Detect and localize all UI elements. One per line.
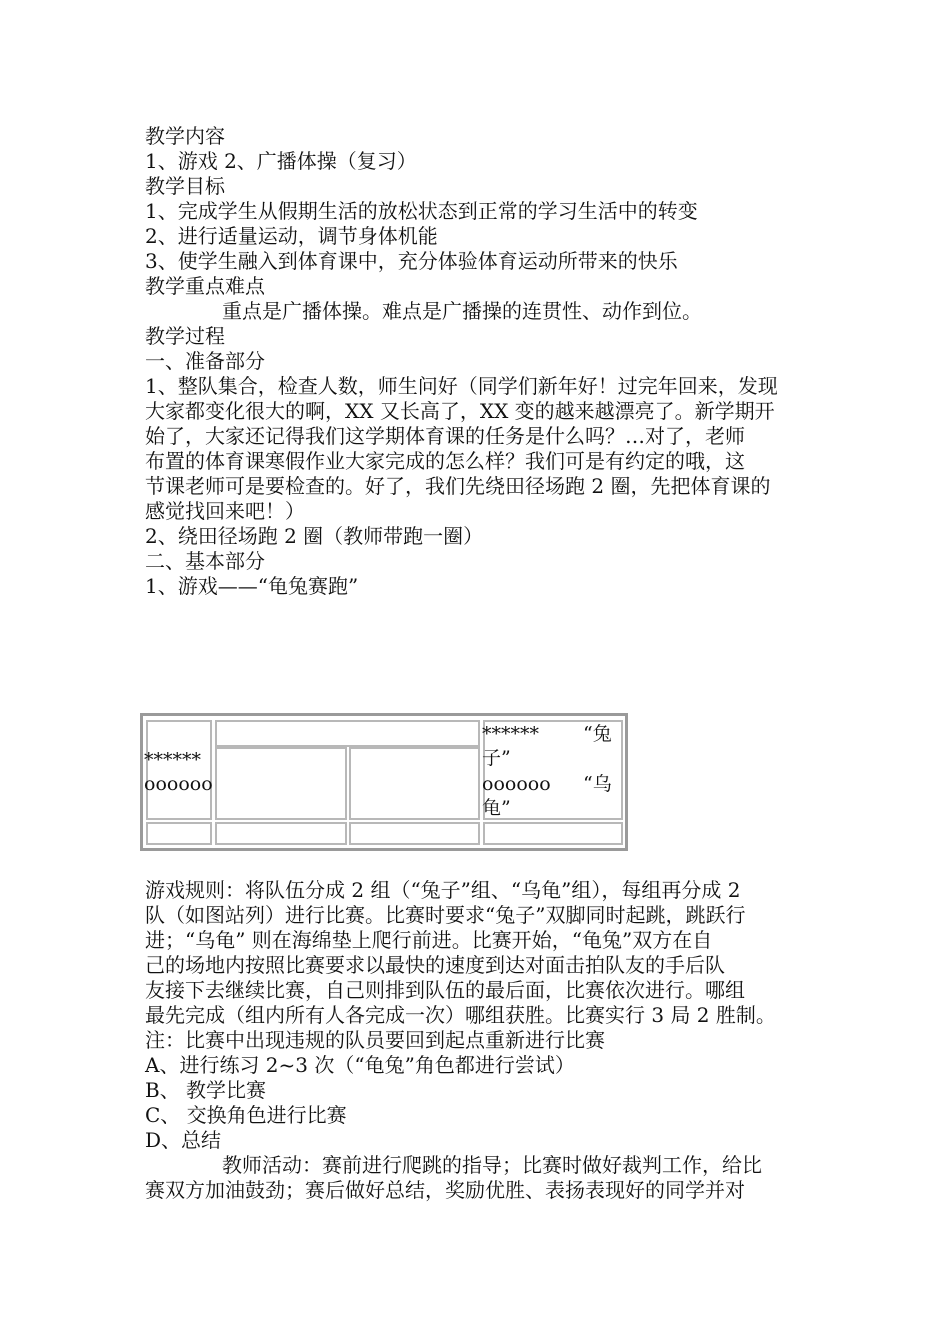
part1-title: 一、准备部分 [145, 349, 265, 373]
content-line: 1、游戏 2、广播体操（复习） [145, 149, 417, 173]
warmup-run: 2、绕田径场跑 2 圈（教师带跑一圈） [145, 524, 484, 548]
center-right-cell [349, 747, 480, 820]
center-left-cell [215, 747, 347, 820]
turtle-label: “乌 [583, 773, 612, 795]
rules-line: 己的场地内按照比赛要求以最快的速度到达对面击拍队友的手后队 [145, 953, 725, 977]
part2-title: 二、基本部分 [145, 549, 265, 573]
step-a: A、进行练习 2~3 次（“龟兔”角色都进行尝试） [145, 1053, 575, 1077]
rules-line: 队（如图站列）进行比赛。比赛时要求“兔子”双脚同时起跳，跳跃行 [145, 903, 746, 927]
paragraph-line: 感觉找回来吧！） [145, 499, 305, 523]
formation-diagram [140, 713, 628, 851]
rules-line: 游戏规则：将队伍分成 2 组（“兔子”组、“乌龟”组），每组再分成 2 [145, 878, 741, 902]
step-d: D、总结 [145, 1128, 222, 1152]
paragraph-line: 1、整队集合，检查人数，师生问好（同学们新年好！过完年回来，发现 [145, 374, 778, 398]
rabbit-label-cont: 子” [482, 747, 511, 769]
rabbit-team-marks-right: ****** [482, 723, 539, 745]
key-points-text: 重点是广播体操。难点是广播操的连贯性、动作到位。 [222, 299, 702, 323]
bottom-cell [349, 822, 480, 845]
bottom-cell [215, 822, 347, 845]
paragraph-line: 大家都变化很大的啊，XX 又长高了，XX 变的越来越漂亮了。新学期开 [145, 399, 775, 423]
heading-teaching-process: 教学过程 [145, 324, 225, 348]
turtle-team-marks-left: oooooo [144, 773, 213, 795]
rules-line: 进；“乌龟” 则在海绵垫上爬行前进。比赛开始，“龟兔”双方在自 [145, 928, 713, 952]
bottom-cell [483, 822, 623, 845]
heading-teaching-content: 教学内容 [145, 124, 225, 148]
rabbit-label: “兔 [583, 723, 612, 745]
bottom-cell [146, 822, 212, 845]
rules-line: 友接下去继续比赛，自己则排到队伍的最后面，比赛依次进行。哪组 [145, 978, 745, 1002]
goal-3: 3、使学生融入到体育课中，充分体验体育运动所带来的快乐 [145, 249, 678, 273]
turtle-label-cont: 龟” [482, 797, 511, 819]
goal-2: 2、进行适量运动，调节身体机能 [145, 224, 438, 248]
step-b: B、 教学比赛 [145, 1078, 267, 1102]
heading-teaching-goals: 教学目标 [145, 174, 225, 198]
rules-note: 注：比赛中出现违规的队员要回到起点重新进行比赛 [145, 1028, 605, 1052]
teacher-activity-line: 赛双方加油鼓劲；赛后做好总结，奖励优胜、表扬表现好的同学并对 [145, 1178, 745, 1202]
top-center-cell [215, 720, 480, 747]
goal-1: 1、完成学生从假期生活的放松状态到正常的学习生活中的转变 [145, 199, 698, 223]
game-title: 1、游戏——“龟兔赛跑” [145, 574, 359, 598]
rules-line: 最先完成（组内所有人各完成一次）哪组获胜。比赛实行 3 局 2 胜制。 [145, 1003, 776, 1027]
paragraph-line: 始了，大家还记得我们这学期体育课的任务是什么吗？…对了，老师 [145, 424, 745, 448]
heading-key-points: 教学重点难点 [145, 274, 265, 298]
paragraph-line: 布置的体育课寒假作业大家完成的怎么样？我们可是有约定的哦，这 [145, 449, 745, 473]
teacher-activity-line: 教师活动：赛前进行爬跳的指导；比赛时做好裁判工作，给比 [222, 1153, 762, 1177]
turtle-team-marks-right: oooooo [482, 773, 551, 795]
step-c: C、 交换角色进行比赛 [145, 1103, 347, 1127]
paragraph-line: 节课老师可是要检查的。好了，我们先绕田径场跑 2 圈，先把体育课的 [145, 474, 771, 498]
rabbit-team-marks-left: ****** [144, 749, 201, 771]
